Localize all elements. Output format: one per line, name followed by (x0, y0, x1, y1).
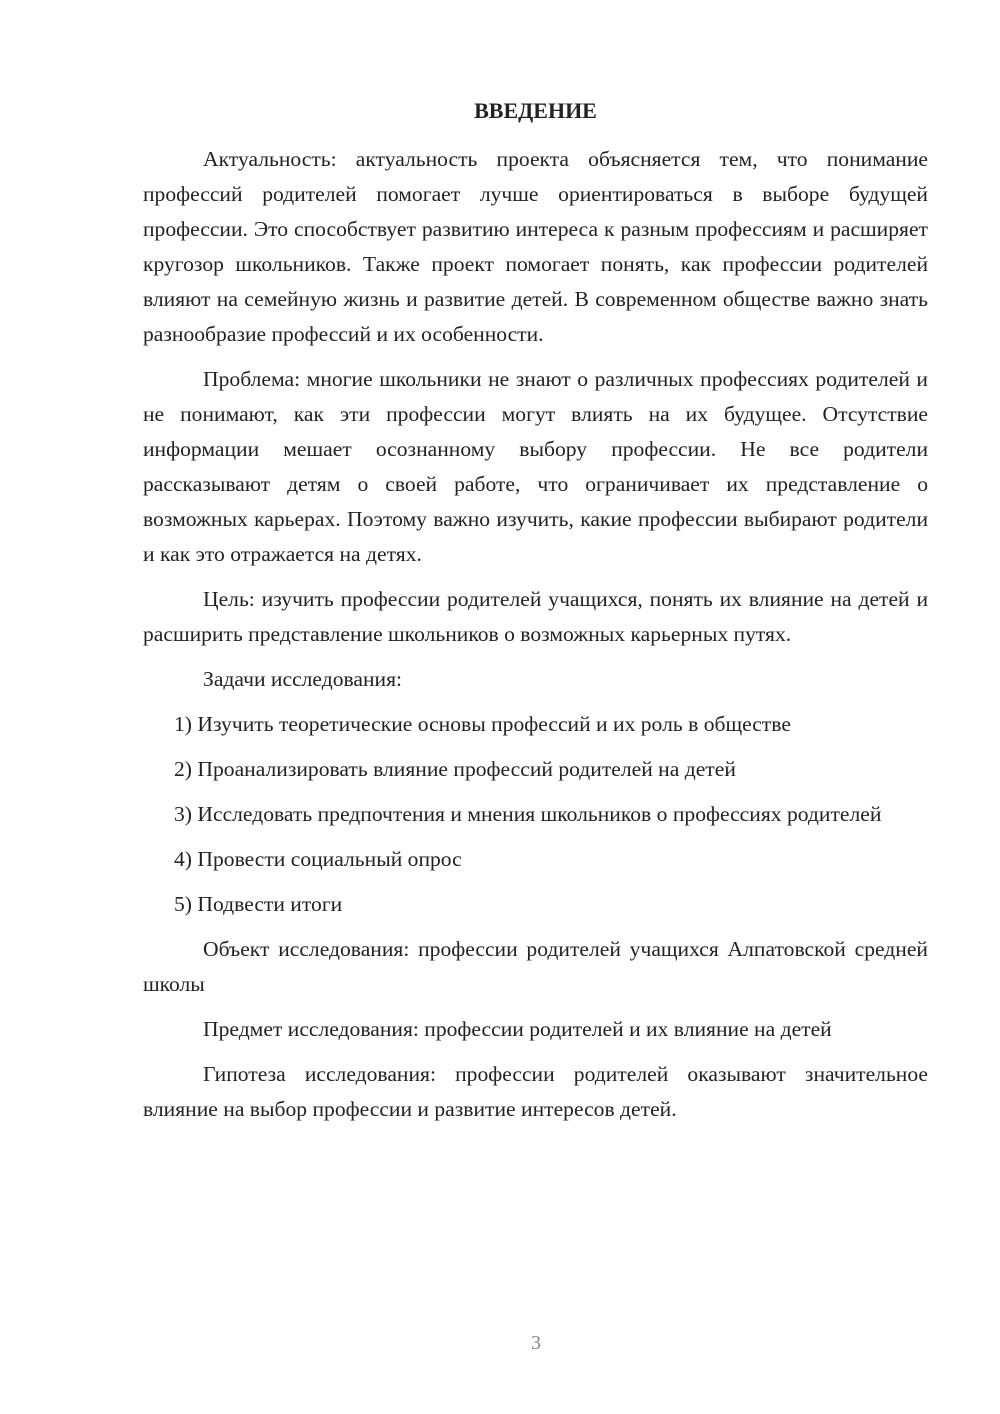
paragraph-subject: Предмет исследования: профессии родителей и их влияние на детей (203, 1017, 832, 1041)
task-item: 1) Изучить теоретические основы профессий и их роль в обществе (174, 712, 791, 736)
paragraph-problem: Проблема: многие школьники не знают о различных профессиях родителей и не понимают, как эти профессии могут влиять на их будущее. Отсутствие информации мешает осознанному выбору профессии. Не все родители рассказывают детям о своей работе, что ограничивает их представление о возможных карьерах. Поэтому важно изучить, какие профессии выбирают родители и как это отражается на детях. (143, 367, 928, 566)
task-item: 3) Исследовать предпочтения и мнения школьников о профессиях родителей (174, 802, 882, 826)
paragraph-relevance: Актуальность: актуальность проекта объясняется тем, что понимание профессий родителей помогает лучше ориентироваться в выборе будущей профессии. Это способствует развитию интереса к разным профессиям и расширяет кругозор школьников. Также проект помогает понять, как профессии родителей влияют на семейную жизнь и развитие детей. В современном обществе важно знать разнообразие профессий и их особенности. (143, 147, 928, 346)
paragraph-goal: Цель: изучить профессии родителей учащихся, понять их влияние на детей и расширить представление школьников о возможных карьерных путях. (143, 587, 928, 646)
document-page (143, 93, 928, 1137)
section-title: ВВЕДЕНИЕ (474, 98, 597, 123)
tasks-heading: Задачи исследования: (203, 667, 403, 691)
paragraph-hypothesis: Гипотеза исследования: профессии родителей оказывают значительное влияние на выбор профессии и развитие интересов детей. (143, 1062, 928, 1121)
page-number: 3 (531, 1332, 541, 1354)
task-item: 5) Подвести итоги (174, 892, 343, 916)
paragraph-object: Объект исследования: профессии родителей учащихся Алпатовской средней школы (143, 937, 928, 996)
task-item: 2) Проанализировать влияние профессий родителей на детей (174, 757, 736, 781)
task-item: 4) Провести социальный опрос (174, 847, 462, 871)
